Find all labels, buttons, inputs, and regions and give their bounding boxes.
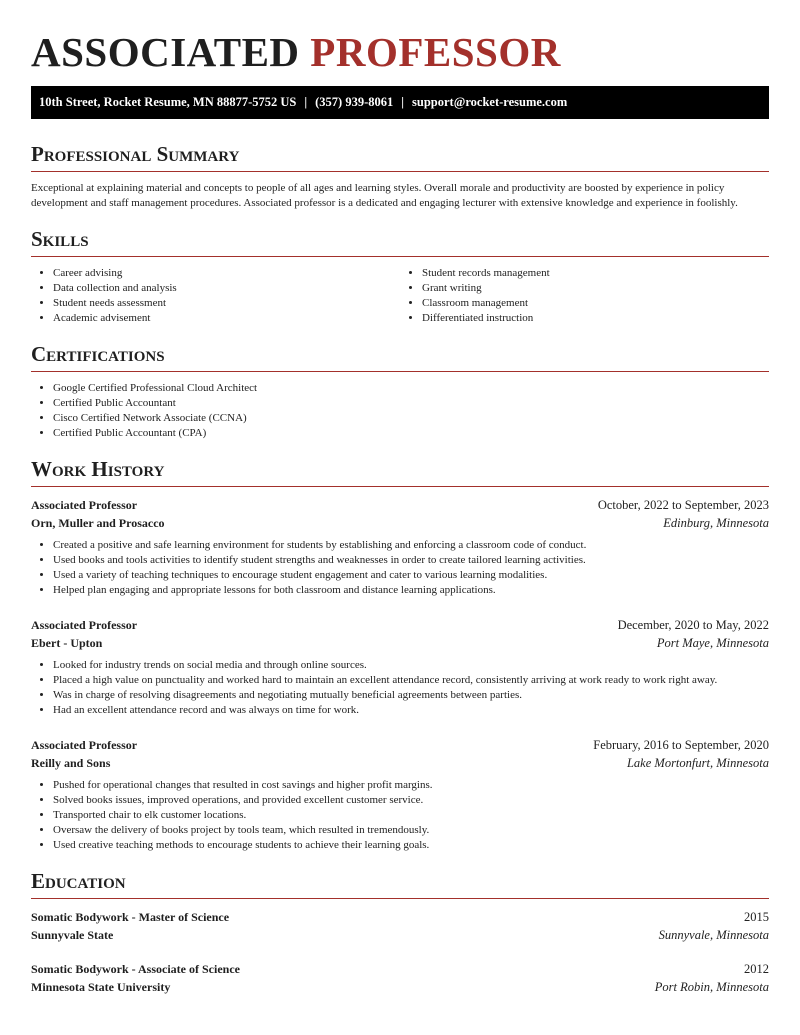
education-entry: [31, 960, 769, 996]
edu-degree: Somatic Bodywork - Associate of Science: [31, 962, 240, 976]
edu-year: 2015: [744, 910, 769, 924]
list-item: • Solved books issues, improved operations, and provided excellent customer service.: [53, 793, 769, 808]
list-item: • Pushed for operational changes that resulted in cost savings and higher profit margins.: [53, 778, 769, 793]
list-item: • Career advising: [53, 266, 400, 281]
edu-year: 2012: [744, 962, 769, 976]
edu-school: Minnesota State University: [31, 980, 171, 994]
resume-page: [31, 0, 769, 996]
job-role: Associated Professor: [31, 498, 138, 512]
job-entry: [31, 616, 769, 718]
list-item: • Placed a high value on punctuality and worked hard to maintain an excellent attendance record, consistently arriving at work ready to work right away.: [53, 673, 769, 688]
skills-list-right: [400, 266, 769, 326]
list-item: • Transported chair to elk customer locations.: [53, 808, 769, 823]
education-entry: [31, 908, 769, 944]
list-item: • Used creative teaching methods to encourage students to achieve their learning goals.: [53, 838, 769, 853]
job-bullets: [31, 538, 769, 598]
education-section: [31, 870, 769, 996]
job-dates: October, 2022 to September, 2023: [597, 498, 769, 512]
list-item: • Oversaw the delivery of books project by tools team, which resulted in tremendously.: [53, 823, 769, 838]
job-company: Orn, Muller and Prosacco: [31, 516, 165, 530]
list-item: • Certified Public Accountant: [53, 396, 769, 411]
job-location: Port Maye, Minnesota: [656, 636, 769, 650]
list-item: • Used books and tools activities to identify student strengths and weaknesses in order to create tailored learning activities.: [53, 553, 769, 568]
contact-separator: |: [401, 95, 405, 109]
job-location: Edinburg, Minnesota: [663, 516, 769, 530]
list-item: • Was in charge of resolving disagreements and negotiating mutually beneficial agreements between parties.: [53, 688, 769, 703]
job-bullets: [31, 658, 769, 718]
edu-school: Sunnyvale State: [31, 928, 114, 942]
list-item: • Created a positive and safe learning environment for students by establishing and enforcing a classroom code of conduct.: [53, 538, 769, 553]
list-item: • Grant writing: [422, 281, 769, 296]
certifications-section: [31, 343, 769, 441]
section-title-summary: Professional Summary: [31, 143, 769, 172]
job-location: Lake Mortonfurt, Minnesota: [626, 756, 769, 770]
list-item: • Used a variety of teaching techniques to encourage student engagement and cater to various learning modalities.: [53, 568, 769, 583]
job-bullets: [31, 778, 769, 853]
job-dates: February, 2016 to September, 2020: [593, 738, 769, 752]
section-title-certifications: Certifications: [31, 343, 769, 372]
list-item: • Helped plan engaging and appropriate lessons for both classroom and distance learning applications.: [53, 583, 769, 598]
section-title-skills: Skills: [31, 228, 769, 257]
list-item: • Differentiated instruction: [422, 311, 769, 326]
contact-bar: [31, 86, 769, 119]
list-item: • Data collection and analysis: [53, 281, 400, 296]
job-company: Reilly and Sons: [31, 756, 111, 770]
list-item: • Certified Public Accountant (CPA): [53, 426, 769, 441]
contact-address: 10th Street, Rocket Resume, MN 88877-5752 US: [39, 95, 297, 109]
certifications-list: [31, 381, 769, 441]
contact-separator: |: [304, 95, 308, 109]
list-item: • Google Certified Professional Cloud Architect: [53, 381, 769, 396]
summary-section: [31, 143, 769, 211]
contact-email: support@rocket-resume.com: [412, 95, 568, 109]
job-entry: [31, 496, 769, 598]
job-role: Associated Professor: [31, 738, 138, 752]
list-item: • Classroom management: [422, 296, 769, 311]
section-title-education: Education: [31, 870, 769, 899]
job-role: Associated Professor: [31, 618, 138, 632]
page-title: [31, 30, 769, 74]
list-item: • Academic advisement: [53, 311, 400, 326]
list-item: • Student records management: [422, 266, 769, 281]
skills-section: [31, 228, 769, 326]
job-entry: [31, 736, 769, 853]
edu-degree: Somatic Bodywork - Master of Science: [31, 910, 230, 924]
list-item: • Cisco Certified Network Associate (CCNA): [53, 411, 769, 426]
name-first: ASSOCIATED: [31, 29, 300, 75]
edu-location: Port Robin, Minnesota: [654, 980, 769, 994]
section-title-work-history: Work History: [31, 458, 769, 487]
list-item: • Had an excellent attendance record and was always on time for work.: [53, 703, 769, 718]
skills-list-left: [31, 266, 400, 326]
edu-location: Sunnyvale, Minnesota: [658, 928, 769, 942]
job-dates: December, 2020 to May, 2022: [617, 618, 769, 632]
summary-text: Exceptional at explaining material and concepts to people of all ages and learning styles. Overall morale and productivity are boosted by experience in policy development and staff management procedures. Associated professor is a dedicated and engaging lecturer with extensive knowledge and experience in foolishly.: [31, 182, 738, 209]
work-history-section: [31, 458, 769, 853]
list-item: • Student needs assessment: [53, 296, 400, 311]
contact-phone: (357) 939-8061: [315, 95, 394, 109]
list-item: • Looked for industry trends on social media and through online sources.: [53, 658, 769, 673]
name-last: PROFESSOR: [310, 29, 561, 75]
skills-grid: [31, 257, 769, 326]
job-company: Ebert - Upton: [31, 636, 103, 650]
